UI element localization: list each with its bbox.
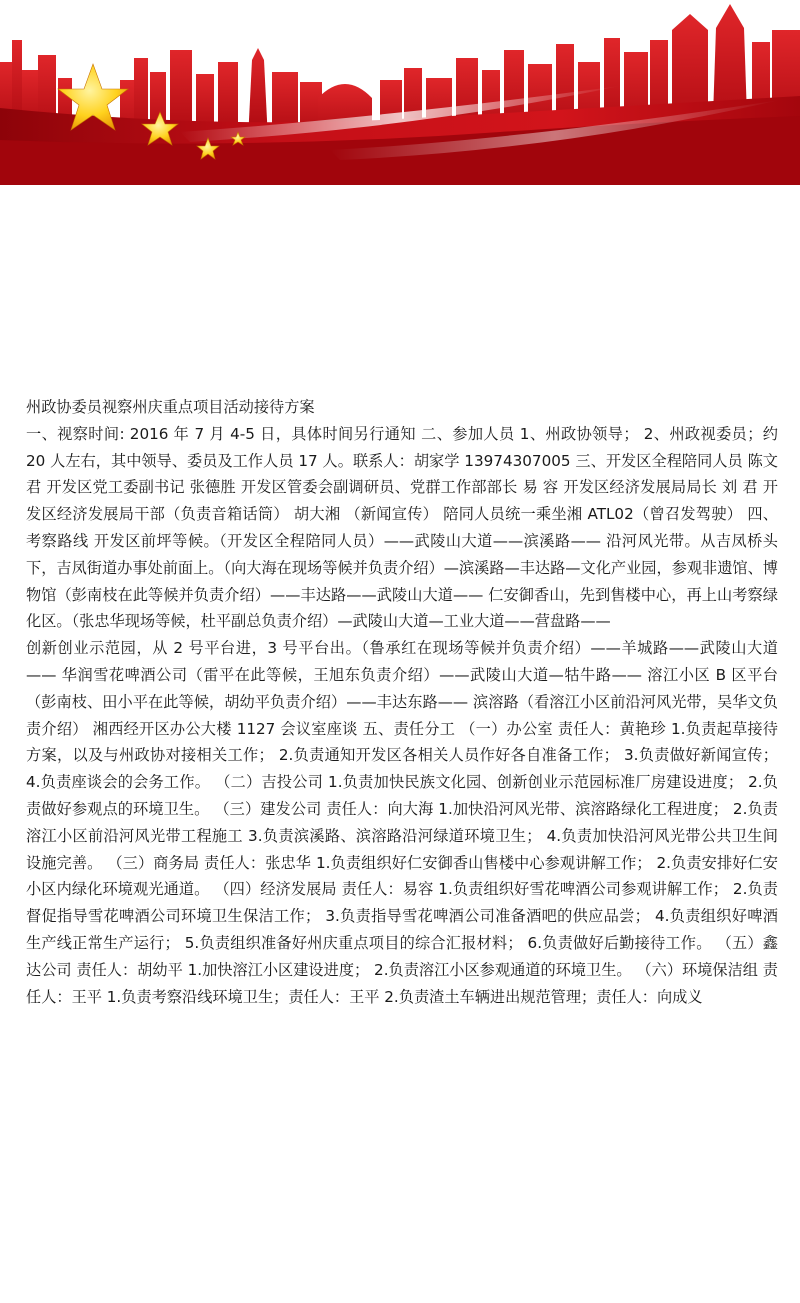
header-banner [0,0,800,185]
banner-artwork [0,0,800,185]
document-paragraph: 一、视察时间: 2016 年 7 月 4-5 日，具体时间另行通知 二、参加人员 1、州政协领导； 2、州政视委员；约 20 人左右，其中领导、委员及工作人员 17 人。联系人：胡家学 13974307005 三、开发区全程陪同人员 陈文君 开发区党工委副书记 张德胜 开发区管委会副调研员、党群工作部部长 易 容 开发区经济发展局局长 刘 君 开发区经济发展局干部（负责音箱话筒） 胡大湘 （新闻宣传） 陪同人员统一乘坐湘 ATL02（曾召发驾驶） 四、考察路线 开发区前坪等候。（开发区全程陪同人员）——武陵山大道——滨溪路—— 沿河风光带。从吉凤桥头下，吉凤街道办事处前面上。（向大海在现场等候并负责介绍）—滨溪路—丰达路—文化产业园，参观非遗馆、博物馆（彭南枝在此等候并负责介绍）——丰达路——武陵山大道—— 仁安御香山，先到售楼中心，再上山考察绿化区。（张忠华现场等候，杜平副总负责介绍）—武陵山大道—工业大道——营盘路—— [26,424,778,631]
document-title: 州政协委员视察州庆重点项目活动接待方案 [26,398,315,416]
document-body [26,394,778,1010]
document-paragraph: 创新创业示范园，从 2 号平台进，3 号平台出。（鲁承红在现场等候并负责介绍）——羊城路——武陵山大道—— 华润雪花啤酒公司（雷平在此等候，王旭东负责介绍）——武陵山大道—牯牛路—— 溶江小区 B 区平台（彭南枝、田小平在此等候，胡幼平负责介绍）——丰达东路—— 滨溶路（看溶江小区前沿河风光带，吴华文负责介绍） 湘西经开区办公大楼 1127 会议室座谈 五、责任分工 （一）办公室 责任人：黄艳珍 1.负责起草接待方案，以及与州政协对接相关工作； 2.负责通知开发区各相关人员作好各自准备工作； 3.负责做好新闻宣传； 4.负责座谈会的会务工作。 （二）吉投公司 1.负责加快民族文化园、创新创业示范园标准厂房建设进度； 2.负责做好参观点的环境卫生。 （三）建发公司 责任人：向大海 1.加快沿河风光带、滨溶路绿化工程进度； 2.负责溶江小区前沿河风光带工程施工 3.负责滨溪路、滨溶路沿河绿道环境卫生； 4.负责加快沿河风光带公共卫生间设施完善。 （三）商务局 责任人：张忠华 1.负责组织好仁安御香山售楼中心参观讲解工作； 2.负责安排好仁安小区内绿化环境观光通道。 （四）经济发展局 责任人：易容 1.负责组织好雪花啤酒公司参观讲解工作； 2.负责督促指导雪花啤酒公司环境卫生保洁工作； 3.负责指导雪花啤酒公司准备酒吧的供应品尝； 4.负责组织好啤酒生产线正常生产运行； 5.负责组织准备好州庆重点项目的综合汇报材料； 6.负责做好后勤接待工作。 （五）鑫达公司 责任人：胡幼平 1.加快溶江小区建设进度； 2.负责溶江小区参观通道的环境卫生。 （六）环境保洁组 责任人：王平 1.负责考察沿线环境卫生；责任人：王平 2.负责渣土车辆进出规范管理；责任人：向成义 [26,639,778,1006]
